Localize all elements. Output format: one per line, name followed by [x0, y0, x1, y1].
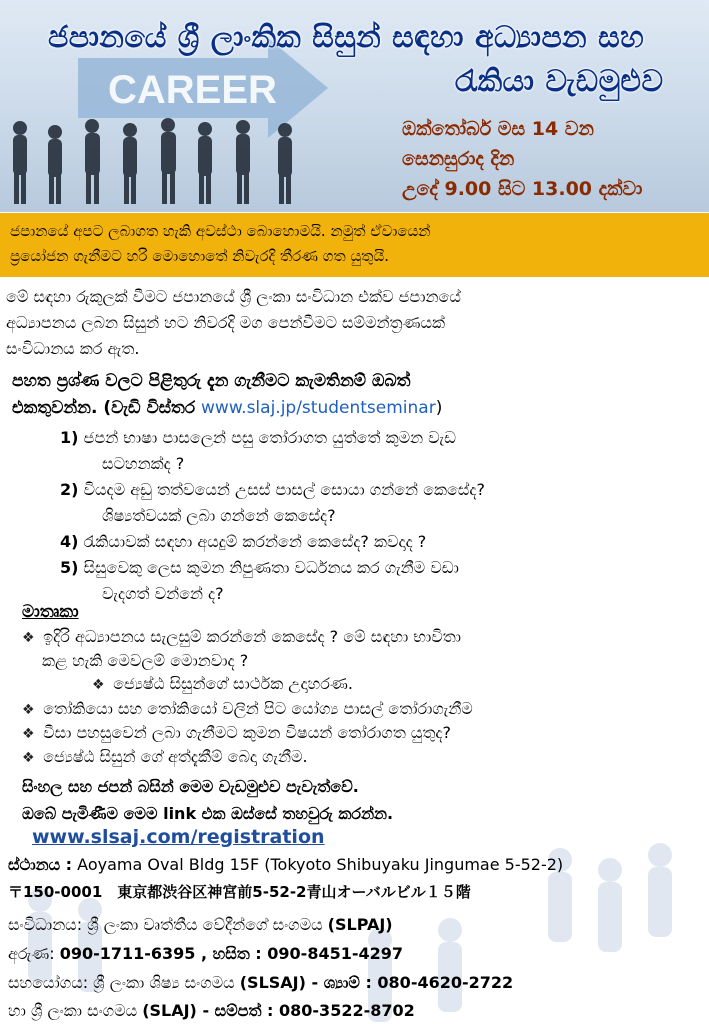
question-1	[60, 427, 456, 449]
cta-suffix: )	[435, 398, 443, 418]
organizer-bold: (SLAJ) - සම්පත් : 080-3522-8702	[142, 1001, 415, 1020]
title-line-1: ජපානයේ ශ්‍රී ලාංකික සිසුන් සඳහා අධ්‍යාපන සහ	[48, 20, 645, 55]
opportunities-line-2: ප්‍රයෝජන ගැනීමට හරි මොහොතේ නිවැරදි තීරණ ගත යුතුයි.	[10, 247, 389, 265]
event-day: සෙනසුරාද දින	[402, 148, 515, 170]
cta-prefix: එකතුවන්න. (වැඩි විස්තර	[12, 398, 202, 418]
details-link[interactable]: www.slaj.jp/studentseminar	[201, 398, 436, 418]
registration-link[interactable]: www.slsaj.com/registration	[32, 826, 325, 848]
svg-text:CAREER: CAREER	[108, 68, 277, 112]
question-number: 5)	[60, 558, 79, 577]
diamond-bullet-icon: ❖	[22, 702, 35, 718]
topic-item-3	[22, 722, 451, 745]
organizer-bold: (SLSAJ) - ශ්‍යාම් : 080-4620-2722	[239, 973, 514, 992]
topic-text: තෝකියො සහ තෝකියෝ වලින් පිට යෝග්‍ය පාසල් තෝරාගැනීම	[43, 699, 473, 718]
organizer-line-3	[8, 972, 513, 994]
organizer-line-4	[8, 1000, 415, 1022]
organizer-bold: (SLPAJ)	[327, 915, 393, 934]
venue-jp-address: 〒150-0001 東京都渋谷区神宮前5-52-2青山オーバルビル１５階	[8, 883, 471, 901]
topic-item-4	[22, 746, 308, 769]
intro-line-3: සංවිධානය කර ඇත.	[6, 339, 140, 358]
language-note: සිංහල සහ ජපන් බසින් මෙම වැඩමුළුව පැවැත්වේ.	[22, 777, 359, 796]
topic-item-1-cont: කළ හැකි මෙවලම් මොනවාද ?	[42, 651, 249, 670]
opportunities-line-1: ජපානයේ අපට ලබාගත හැකි අවස්ථා බොහොමයි. නමුත් ඒවායෙන්	[10, 222, 431, 240]
organizer-bold: 090-1711-6395 , හසිත : 090-8451-4297	[59, 944, 404, 963]
organizer-prefix: සංවිධානය: ශ්‍රී ලංකා වෘත්තීය වේදීන්ගේ සංගමය	[8, 915, 328, 934]
question-text: වියදම අඩු තත්වයෙන් උසස් පාසල් සොයා ගන්නේ කෙසේද?	[83, 480, 486, 499]
venue-address: Aoyama Oval Bldg 15F (Tokyoto Shibuyaku Jingumae 5-52-2)	[72, 855, 564, 874]
event-date: ඔක්තෝබර් මස 14 වන	[402, 118, 594, 140]
topics-heading: මාතෘකා	[22, 602, 79, 622]
venue-line	[8, 854, 563, 876]
question-number: 1)	[60, 428, 79, 447]
diamond-bullet-icon: ❖	[92, 677, 105, 693]
question-4	[60, 531, 426, 553]
topic-item-2	[22, 698, 473, 721]
title-line-2: රැකියා වැඩමුළුව	[455, 64, 664, 99]
organizer-prefix: සහයෝගය: ශ්‍රී ලංකා ශිෂ්‍ය සංගමය	[8, 973, 240, 992]
organizer-prefix: අරුණ:	[8, 944, 60, 963]
organizer-line-1	[8, 914, 393, 936]
opportunities-highlight	[0, 213, 709, 277]
question-number: 2)	[60, 480, 79, 499]
organizer-prefix: හා ශ්‍රී ලංකා සංගමය	[8, 1001, 143, 1020]
topic-text: ජ්‍යෙෂ්ඨ සිසුන් ගේ අත්දැකීම් බෙදා ගැනීම.	[43, 747, 308, 766]
topic-sub-item	[92, 673, 353, 696]
walking-people-image	[0, 110, 330, 210]
event-time: උදේ 9.00 සිට 13.00 දක්වා	[402, 178, 643, 200]
topic-text: වීසා පහසුවෙන් ලබා ගැනීමට කුමන විෂයන් තෝරාගත යුතුද?	[43, 723, 452, 742]
topic-text: ජ්‍යෙෂ්ඨ සිසුන්ගේ සාර්ථක උදාහරණ.	[113, 674, 353, 693]
registration-note: ඔබේ පැමිණීම මෙම link එක ඔස්සේ තහවුරු කරන්න.	[22, 804, 394, 823]
diamond-bullet-icon: ❖	[22, 750, 35, 766]
diamond-bullet-icon: ❖	[22, 630, 35, 646]
question-1-cont: සටහනක්ද ?	[102, 454, 185, 473]
cta-line-1: පහත ප්‍රශ්ණ වලට පිළිතුරු දැන ගැනීමට කැමතිනම් ඔබත්	[12, 371, 411, 391]
question-text: රැකියාවක් සඳහා අයදුම් කරන්නේ කෙසේද? කවදාද ?	[83, 532, 427, 551]
question-number: 4)	[60, 532, 79, 551]
question-5	[60, 557, 459, 579]
organizer-line-2	[8, 943, 403, 965]
question-text: ජපන් භාෂා පාසලෙන් පසු තෝරාගත යුත්තේ කුමන වැඩ	[83, 428, 456, 447]
question-2-cont: ශිෂ්‍යත්වයක් ලබා ගන්නේ කෙසේද?	[102, 506, 336, 525]
venue-label: ස්ථානය :	[8, 855, 73, 874]
topic-text: ඉදිරි අධ්‍යාපනය සැලසුම් කරන්නේ කෙසේද ? මේ සඳහා භාවිතා	[43, 627, 461, 646]
intro-line-1: මේ සඳහා රුකුලක් වීමට ජපානයේ ශ්‍රී ලංකා සංවිධාන එක්ව ජපානයේ	[6, 287, 461, 306]
intro-line-2: අධ්‍යාපනය ලබන සිසුන් හට නිවරදි මග පෙන්වීමට සම්මන්ත්‍රණයක්	[6, 313, 445, 332]
diamond-bullet-icon: ❖	[22, 726, 35, 742]
cta-line-2	[12, 397, 442, 419]
question-text: සිසුවෙකු ලෙස කුමන නිපුණතා වර්ධනය කර ගැනීම වඩා	[83, 558, 459, 577]
question-2	[60, 479, 485, 501]
question-5-cont: වැදගත් වන්නේ ද?	[102, 584, 224, 603]
hero-banner	[0, 0, 709, 212]
topic-item-1	[22, 626, 461, 649]
